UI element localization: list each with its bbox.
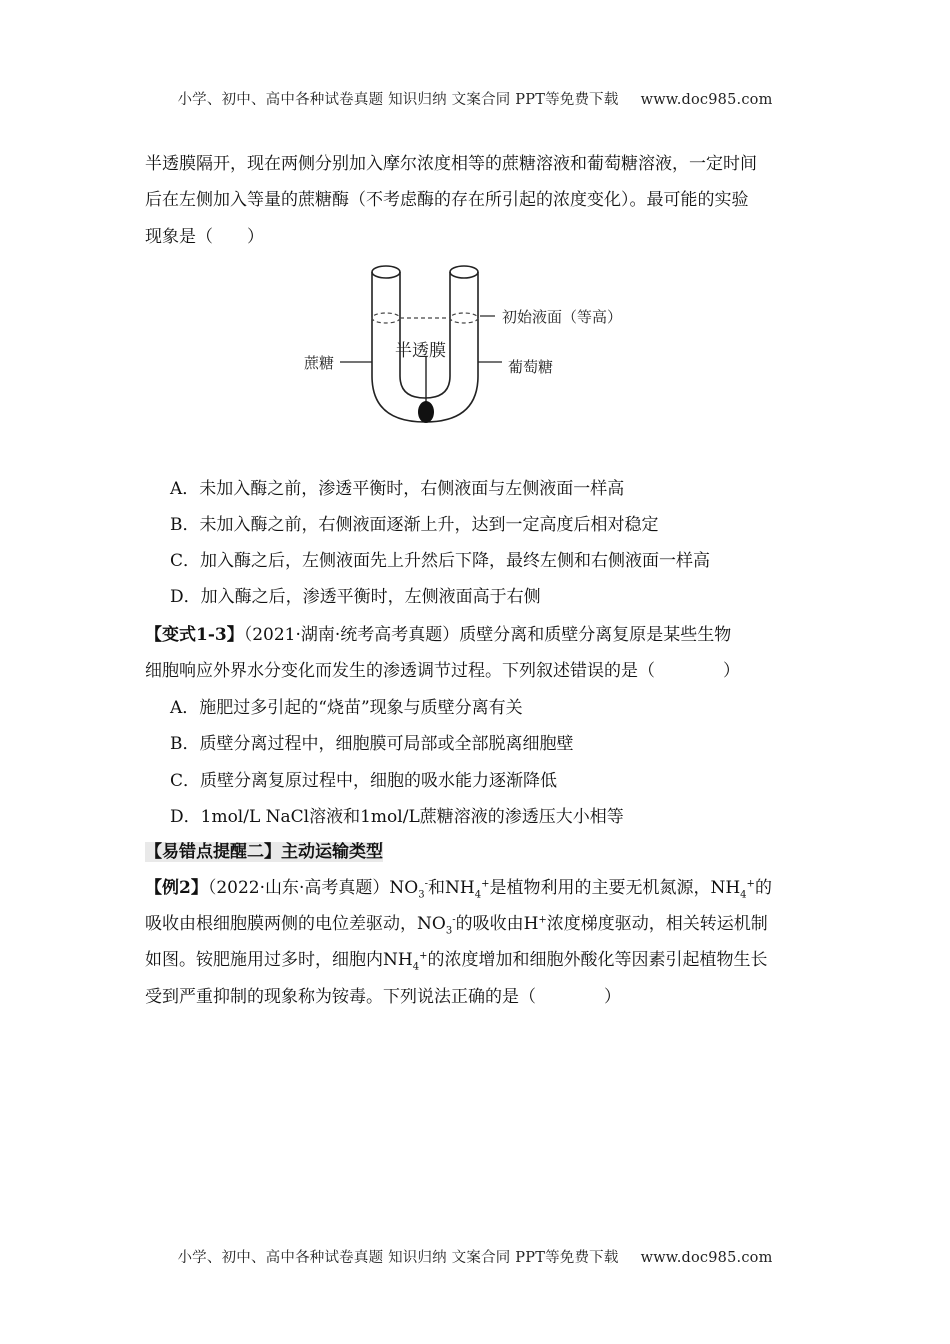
q2-tag: 【变式1-3】 [145, 625, 244, 645]
q2-stem-1: （2021·湖南·统考高考真题）质壁分离和质壁分离复原是某些生物 [243, 625, 732, 645]
section-title: 【易错点提醒二】主动运输类型 [145, 842, 383, 862]
label-initial-level: 初始液面（等高） [502, 308, 623, 326]
q3-line-4: 受到严重抑制的现象称为铵毒。下列说法正确的是（ ） [145, 987, 621, 1007]
page-header [0, 88, 950, 109]
header-text: 小学、初中、高中各种试卷真题 知识归纳 文案合同 PPT等免费下载 [177, 92, 619, 108]
q2-option-d: D．1mol/L NaCl溶液和1mol/L蔗糖溶液的渗透压大小相等 [170, 807, 624, 827]
footer-url[interactable]: www.doc985.com [640, 1250, 773, 1266]
q1-option-a: A．未加入酶之前，渗透平衡时，右侧液面与左侧液面一样高 [170, 479, 625, 499]
footer-text: 小学、初中、高中各种试卷真题 知识归纳 文案合同 PPT等免费下载 [177, 1250, 619, 1266]
label-sucrose: 蔗糖 [304, 354, 335, 372]
q3-tag: 【例2】 [145, 878, 208, 898]
left-tube-opening [372, 266, 400, 278]
q2-line-1 [145, 617, 845, 653]
q1-line-1: 半透膜隔开，现在两侧分别加入摩尔浓度相等的蔗糖溶液和葡萄糖溶液，一定时间 [145, 154, 757, 174]
q2-option-c: C．质壁分离复原过程中，细胞的吸水能力逐渐降低 [170, 771, 558, 791]
q3-line-1: 【例2】（2022·山东·高考真题）$NO_3^-$和$NH_4^+$是植物利用的主要无机氮源，$NH_4^+$的 [145, 878, 772, 901]
header-url[interactable]: www.doc985.com [640, 92, 773, 108]
q1-option-c: C．加入酶之后，左侧液面先上升然后下降，最终左侧和右侧液面一样高 [170, 551, 711, 571]
q1-option-d: D．加入酶之后，渗透平衡时，左侧液面高于右侧 [170, 587, 541, 607]
label-membrane: 半透膜 [395, 341, 446, 361]
q1-option-b: B．未加入酶之前，右侧液面逐渐上升，达到一定高度后相对稳定 [170, 515, 659, 535]
semipermeable-membrane [418, 401, 434, 423]
u-tube-diagram [290, 256, 623, 436]
q3-line-2: 吸收由根细胞膜两侧的电位差驱动，$NO_3^-$的吸收由H+浓度梯度驱动，相关转运机制 [145, 914, 768, 937]
q3-line-3: 如图。铵肥施用过多时，细胞内$NH_4^+$的浓度增加和细胞外酸化等因素引起植物生长 [145, 950, 768, 973]
q2-option-b: B．质壁分离过程中，细胞膜可局部或全部脱离细胞壁 [170, 734, 574, 754]
q1-line-3: 现象是（ ） [145, 227, 264, 247]
section-header [145, 834, 845, 870]
page-footer [0, 1246, 950, 1267]
u-tube-inner-wall [400, 272, 450, 398]
q2-option-a: A．施肥过多引起的“烧苗”现象与质壁分离有关 [170, 698, 523, 718]
label-glucose: 葡萄糖 [508, 358, 554, 376]
q2-line-2: 细胞响应外界水分变化而发生的渗透调节过程。下列叙述错误的是（ ） [145, 661, 740, 681]
initial-level-dashes [372, 313, 478, 323]
q1-line-2: 后在左侧加入等量的蔗糖酶（不考虑酶的存在所引起的浓度变化）。最可能的实验 [145, 190, 749, 210]
right-tube-opening [450, 266, 478, 278]
